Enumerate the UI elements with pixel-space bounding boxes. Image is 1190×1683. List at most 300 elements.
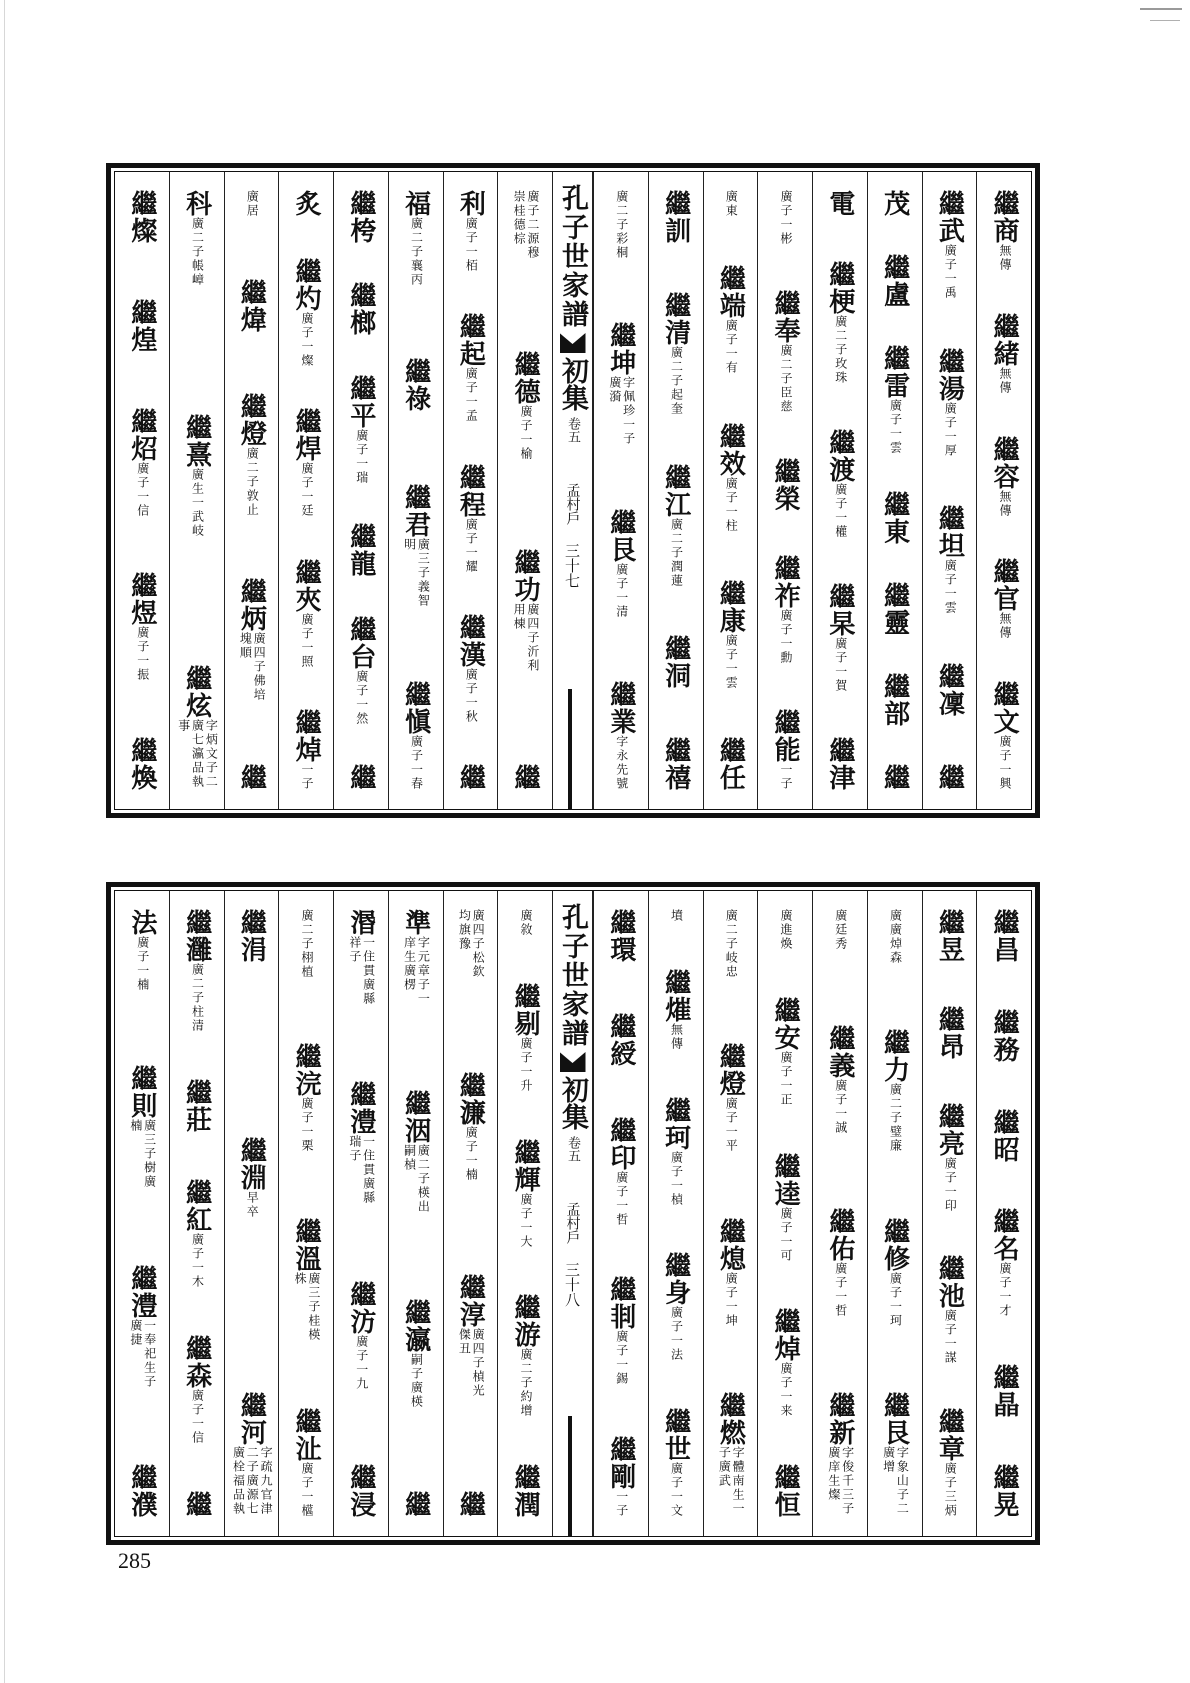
text-column [169, 172, 224, 809]
annotation-note: 一住貫廣縣祥子 [347, 936, 376, 1006]
annotation-note: 廣子一来 [779, 1362, 794, 1419]
entry-grid [115, 172, 1031, 809]
center-banner [552, 891, 593, 1536]
text-column [812, 891, 867, 1536]
person-name: 繼 [879, 763, 910, 791]
annotation-note: 廣三子義智明 [402, 537, 431, 608]
text-column [757, 172, 812, 809]
person-name: 繼剕 [605, 1276, 636, 1331]
annotation-note: 廣二子起奎 [669, 345, 684, 416]
person-name: 繼涓 [236, 909, 267, 963]
genealogy-entry [989, 681, 1020, 791]
annotation-note: 廣子一九 [354, 1334, 369, 1391]
person-name: 繼濂 [455, 1072, 486, 1127]
annotation-note: 墳 [669, 909, 684, 923]
annotation-note: 廣子一文 [669, 1462, 684, 1518]
annotation-note: 廣進煥 [779, 909, 794, 951]
genealogy-entry [770, 1308, 801, 1419]
person-name: 繼祚 [770, 555, 801, 610]
genealogy-entry [770, 555, 801, 666]
annotation-note: 廣子一清 [614, 563, 629, 620]
person-name: 繼 [400, 1490, 431, 1518]
person-name: 繼程 [455, 463, 486, 518]
genealogy-entry [400, 1490, 431, 1518]
genealogy-entry [518, 909, 532, 937]
genealogy-entry [934, 1102, 965, 1213]
person-name: 繼君 [400, 483, 431, 538]
collection-label: 初集 [557, 1076, 588, 1130]
annotation-note: 廣子一然 [354, 669, 369, 726]
annotation-note: 早卒 [245, 1190, 260, 1219]
genealogy-entry [126, 572, 157, 683]
person-name: 繼昭 [989, 1108, 1020, 1163]
person-name: 繼起 [455, 313, 486, 368]
person-name: 繼名 [989, 1208, 1020, 1263]
person-name: 繼焯 [291, 709, 322, 763]
person-name: 繼炤 [126, 407, 157, 462]
genealogy-page-upper [106, 163, 1040, 818]
annotation-note: 廣子一誠 [833, 1078, 848, 1135]
genealogy-entry [128, 1065, 156, 1191]
genealogy-entry [181, 1335, 212, 1445]
genealogy-entry [989, 1463, 1020, 1518]
person-name: 繼綬 [605, 1012, 636, 1067]
annotation-note: 廣子一廷 [300, 462, 315, 518]
annotation-note: 廣子一櫙 [300, 1461, 315, 1518]
person-name: 繼杲 [824, 583, 855, 637]
genealogy-entry [291, 257, 322, 368]
annotation-note: 廣子一楠 [135, 936, 150, 992]
genealogy-entry [510, 1138, 541, 1249]
person-name: 繼池 [934, 1255, 965, 1310]
book-title: 孔子世家譜 [557, 903, 588, 1048]
person-name: 繼晃 [989, 1463, 1020, 1518]
genealogy-entry [614, 190, 628, 260]
annotation-note: 廣東 [724, 190, 739, 218]
text-column [224, 172, 279, 809]
text-column [867, 891, 922, 1536]
genealogy-entry [660, 635, 691, 690]
annotation-note: 廣子二源穆崇桂德棕 [512, 190, 540, 260]
genealogy-entry [660, 291, 691, 416]
person-name: 繼雷 [879, 344, 910, 399]
genealogy-entry [400, 358, 431, 413]
genealogy-entry [400, 190, 431, 287]
genealogy-entry [402, 484, 430, 610]
genealogy-entry [723, 909, 737, 979]
genealogy-entry [345, 190, 376, 244]
annotation-note: 嗣子廣楧 [409, 1352, 424, 1409]
annotation-note: 廣子一柱 [724, 476, 739, 533]
genealogy-page-lower [106, 882, 1040, 1545]
person-name: 繼訓 [660, 190, 691, 244]
text-column [169, 891, 224, 1536]
genealogy-entry [605, 1276, 636, 1387]
person-name: 繼佑 [824, 1208, 855, 1263]
genealogy-entry [934, 190, 965, 300]
genealogy-entry [605, 909, 636, 963]
genealogy-entry [455, 190, 486, 273]
genealogy-entry [511, 549, 539, 675]
genealogy-entry [660, 463, 691, 588]
person-name: 繼新 [824, 1391, 855, 1446]
genealogy-entry [345, 523, 376, 578]
person-name: 繼灉 [181, 909, 212, 963]
annotation-note: 一住貫廣縣瑞子 [347, 1135, 376, 1206]
person-name: 繼炫 [181, 665, 212, 719]
genealogy-entry [291, 709, 322, 791]
text-column [703, 172, 758, 809]
genealogy-entry [236, 764, 267, 791]
genealogy-entry [660, 737, 691, 791]
annotation-note: 廣子一信 [135, 461, 150, 518]
person-name: 繼修 [879, 1217, 910, 1272]
text-column [922, 891, 977, 1536]
annotation-note: 廣子一雲 [888, 398, 903, 455]
person-name: 繼洞 [660, 635, 691, 690]
text-column [115, 172, 169, 809]
annotation-note: 字佩珍一子廣漪 [607, 375, 636, 446]
fish-tail-mark [560, 1052, 586, 1072]
genealogy-entry [879, 673, 910, 728]
text-column [648, 891, 703, 1536]
genealogy-entry [402, 909, 430, 1008]
annotation-note: 廣子一禹 [943, 244, 958, 300]
annotation-note: 無傳 [669, 1022, 684, 1051]
genealogy-entry [879, 1029, 910, 1154]
person-name: 繼世 [660, 1408, 691, 1462]
text-column [593, 172, 648, 809]
person-name: 繼坤 [605, 321, 636, 376]
annotation-note: 廣子一楠 [464, 1126, 479, 1183]
genealogy-entry [457, 1274, 485, 1400]
genealogy-entry [660, 1408, 691, 1518]
text-column [443, 172, 498, 809]
genealogy-entry [345, 763, 376, 791]
person-name: 繼灼 [291, 257, 322, 312]
person-name: 繼艮 [605, 509, 636, 564]
scan-mark [1150, 20, 1180, 21]
genealogy-entry [934, 347, 965, 458]
annotation-note: 廣二子栩植 [300, 909, 315, 979]
person-name: 繼務 [989, 1008, 1020, 1063]
annotation-note: 廣子一謀 [943, 1309, 958, 1366]
text-column [333, 891, 388, 1536]
genealogy-entry [770, 289, 801, 414]
person-name: 繼 [181, 1491, 212, 1518]
annotation-note: 廣子一哲 [614, 1170, 629, 1227]
annotation-note: 廣敘 [519, 909, 534, 937]
genealogy-entry [345, 1280, 376, 1391]
person-name: 繼焊 [291, 408, 322, 462]
genealogy-entry [888, 909, 902, 965]
person-name: 繼能 [770, 709, 801, 763]
genealogy-entry [778, 909, 792, 951]
genealogy-entry [457, 909, 485, 981]
genealogy-entry [824, 261, 855, 385]
person-name: 繼浣 [291, 1043, 322, 1098]
annotation-note: 廣子一照 [300, 612, 315, 669]
genealogy-entry [879, 1217, 910, 1328]
person-name: 繼昂 [934, 1005, 965, 1060]
annotation-note: 廣四子楨光傑丑 [457, 1327, 486, 1398]
genealogy-entry [238, 578, 266, 704]
person-name: 繼濮 [126, 1463, 157, 1518]
person-name: 繼熄 [715, 1217, 746, 1272]
person-name: 繼 [510, 763, 541, 791]
person-name: 繼恒 [770, 1464, 801, 1518]
genealogy-entry [715, 737, 746, 791]
genealogy-entry [455, 313, 486, 424]
genealogy-entry [778, 190, 792, 246]
genealogy-entry [126, 1463, 157, 1518]
annotation-note: 字永先號 [614, 734, 629, 791]
genealogy-entry [989, 1364, 1020, 1419]
genealogy-entry [717, 1392, 745, 1518]
genealogy-entry [723, 190, 737, 218]
annotation-note: 字元章子一庠生廣楞 [402, 936, 431, 1006]
genealogy-entry [669, 909, 683, 923]
person-name: 繼 [236, 764, 267, 791]
annotation-note: 廣子一升 [519, 1036, 534, 1093]
genealogy-entry [510, 1294, 541, 1419]
annotation-note: 廣居 [245, 190, 260, 218]
genealogy-entry [879, 344, 910, 455]
annotation-note: 廣二子璧廉 [888, 1083, 903, 1154]
person-name: 繼印 [605, 1116, 636, 1171]
text-column [278, 172, 333, 809]
genealogy-entry [934, 764, 965, 791]
person-name: 利 [455, 190, 486, 217]
person-name: 準 [400, 909, 431, 936]
annotation-note: 無傳 [998, 612, 1013, 641]
person-name: 繼文 [989, 681, 1020, 735]
person-name: 湣 [345, 909, 376, 936]
text-column [278, 891, 333, 1536]
annotation-note: 廣子一孟 [464, 367, 479, 424]
person-name: 繼珂 [660, 1096, 691, 1151]
person-name: 繼河 [236, 1392, 267, 1446]
person-name: 繼平 [345, 374, 376, 429]
annotation-note: 廣子一振 [135, 626, 150, 683]
person-name: 繼昱 [934, 909, 965, 963]
genealogy-entry [607, 322, 635, 448]
person-name: 繼煥 [126, 737, 157, 791]
genealogy-entry [345, 615, 376, 726]
annotation-note: 廣子一春 [409, 734, 424, 791]
annotation-note: 廣二子敦止 [245, 447, 260, 517]
genealogy-entry [244, 190, 258, 218]
person-name: 繼潤 [510, 1464, 541, 1518]
genealogy-entry [511, 190, 539, 262]
person-name: 繼坦 [934, 505, 965, 559]
genealogy-entry [879, 763, 910, 791]
annotation-note: 廣二子約增 [519, 1348, 534, 1419]
person-name: 繼愼 [400, 680, 431, 735]
annotation-note: 廣子一秋 [464, 667, 479, 724]
folio-number: 三十八 [563, 1262, 581, 1307]
genealogy-entry [824, 1208, 855, 1319]
genealogy-entry [826, 1392, 854, 1518]
person-name: 繼紅 [181, 1179, 212, 1233]
person-name: 繼瀛 [400, 1298, 431, 1353]
genealogy-entry [989, 1008, 1020, 1063]
person-name: 繼 [455, 764, 486, 791]
genealogy-entry [824, 190, 855, 217]
annotation-note: 無傳 [998, 244, 1013, 272]
genealogy-entry [934, 662, 965, 717]
annotation-note: 廣子一勳 [779, 609, 794, 666]
text-column [976, 891, 1031, 1536]
household-label: 孟村戶 [564, 1202, 581, 1244]
person-name: 繼 [455, 1490, 486, 1518]
person-name: 繼任 [715, 737, 746, 791]
genealogy-entry [181, 1491, 212, 1518]
genealogy-entry [291, 1407, 322, 1518]
person-name: 繼環 [605, 909, 636, 963]
genealogy-entry [833, 909, 847, 951]
genealogy-entry [292, 1218, 320, 1344]
annotation-note: 一奉祀生子廣捷 [128, 1318, 157, 1389]
genealogy-entry [934, 1005, 965, 1060]
person-name: 繼夾 [291, 558, 322, 613]
genealogy-entry [605, 680, 636, 791]
annotation-note: 廣子一平 [724, 1097, 739, 1154]
genealogy-entry [510, 1464, 541, 1518]
genealogy-entry [879, 190, 910, 217]
person-name: 繼身 [660, 1252, 691, 1307]
text-column [333, 172, 388, 809]
annotation-note: 廣三子桂楧株 [293, 1271, 321, 1342]
genealogy-entry [770, 457, 801, 512]
genealogy-entry [347, 909, 375, 1008]
genealogy-entry [299, 909, 313, 979]
annotation-note: 一子 [614, 1490, 629, 1518]
person-name: 繼溫 [291, 1217, 322, 1272]
annotation-note: 廣子一大 [519, 1192, 534, 1249]
person-name: 繼效 [715, 422, 746, 477]
annotation-note: 廣子一雲 [943, 559, 958, 615]
text-column [867, 172, 922, 809]
annotation-note: 廣子一興 [998, 735, 1013, 791]
annotation-note: 廣子三炳 [943, 1462, 958, 1518]
genealogy-entry [715, 579, 746, 690]
volume-label: 卷五 [565, 1136, 580, 1162]
genealogy-entry [181, 909, 212, 1033]
person-name: 繼清 [660, 291, 691, 346]
person-name: 繼煜 [126, 572, 157, 627]
genealogy-entry [126, 909, 157, 992]
genealogy-entry [291, 558, 322, 669]
text-column [497, 172, 552, 809]
annotation-note: 廣子一賀 [833, 637, 848, 693]
person-name: 繼凜 [934, 662, 965, 717]
annotation-note: 廣廷秀 [833, 909, 848, 951]
person-name: 福 [400, 190, 431, 217]
annotation-note: 廣子一彬 [779, 190, 794, 246]
genealogy-entry [770, 709, 801, 791]
genealogy-entry [181, 190, 212, 287]
person-name: 繼淳 [455, 1273, 486, 1328]
person-name: 繼漢 [455, 613, 486, 668]
annotation-note: 廣二子岐忠 [724, 909, 739, 979]
text-column [497, 891, 552, 1536]
volume-label: 卷五 [565, 417, 580, 443]
annotation-note: 廣子一可 [779, 1206, 794, 1263]
annotation-note: 無傳 [998, 366, 1013, 395]
person-name: 繼燈 [715, 1043, 746, 1098]
genealogy-entry [660, 968, 691, 1051]
genealogy-entry [879, 582, 910, 637]
text-column [757, 891, 812, 1536]
scan-edge-line [4, 0, 5, 1683]
folio-number: 三十七 [563, 543, 581, 588]
annotation-note: 廣子一燦 [300, 311, 315, 368]
annotation-note: 廣二子玫珠 [833, 315, 848, 385]
genealogy-entry [236, 393, 267, 517]
person-name: 繼端 [715, 265, 746, 320]
genealogy-entry [455, 463, 486, 574]
genealogy-entry [455, 1490, 486, 1518]
center-banner [552, 172, 593, 809]
genealogy-entry [989, 312, 1020, 395]
person-name: 繼章 [934, 1408, 965, 1462]
person-name: 繼榔 [345, 282, 376, 337]
genealogy-entry [236, 1136, 267, 1219]
person-name: 繼津 [824, 737, 855, 791]
annotation-note: 廣二子帳嶂 [190, 217, 205, 287]
person-name: 繼榮 [770, 457, 801, 512]
annotation-note: 一子 [300, 763, 315, 791]
person-name: 繼渡 [824, 429, 855, 483]
genealogy-entry [291, 190, 322, 217]
person-name: 繼湯 [934, 347, 965, 402]
person-name: 繼森 [181, 1335, 212, 1389]
genealogy-entry [345, 282, 376, 337]
text-column [593, 891, 648, 1536]
entry-grid [115, 891, 1031, 1536]
genealogy-entry [715, 422, 746, 533]
genealogy-entry [236, 909, 267, 963]
person-name: 繼輝 [510, 1138, 541, 1193]
person-name: 繼祿 [400, 358, 431, 413]
person-name: 繼洇 [400, 1090, 431, 1145]
annotation-note: 廣子一栗 [300, 1097, 315, 1154]
person-name: 繼晶 [989, 1364, 1020, 1419]
annotation-note: 廣子一正 [779, 1050, 794, 1107]
person-name: 繼康 [715, 579, 746, 634]
text-column [703, 891, 758, 1536]
annotation-note: 廣子一才 [998, 1262, 1013, 1319]
person-name: 繼則 [126, 1065, 157, 1120]
genealogy-entry [345, 1463, 376, 1518]
annotation-note: 廣二子臣慈 [779, 343, 794, 414]
annotation-note: 廣子一厚 [943, 401, 958, 458]
person-name: 電 [824, 190, 855, 217]
genealogy-entry [291, 408, 322, 518]
genealogy-entry [345, 374, 376, 485]
person-name: 繼汸 [345, 1280, 376, 1335]
genealogy-entry [181, 414, 212, 538]
person-name: 繼 [934, 764, 965, 791]
person-name: 繼燈 [236, 393, 267, 447]
genealogy-entry [824, 429, 855, 539]
genealogy-entry [605, 509, 636, 620]
person-name: 繼梗 [824, 261, 855, 315]
annotation-note: 廣四子沂利用棟 [512, 603, 540, 674]
genealogy-entry [824, 737, 855, 791]
genealogy-entry [824, 1024, 855, 1135]
